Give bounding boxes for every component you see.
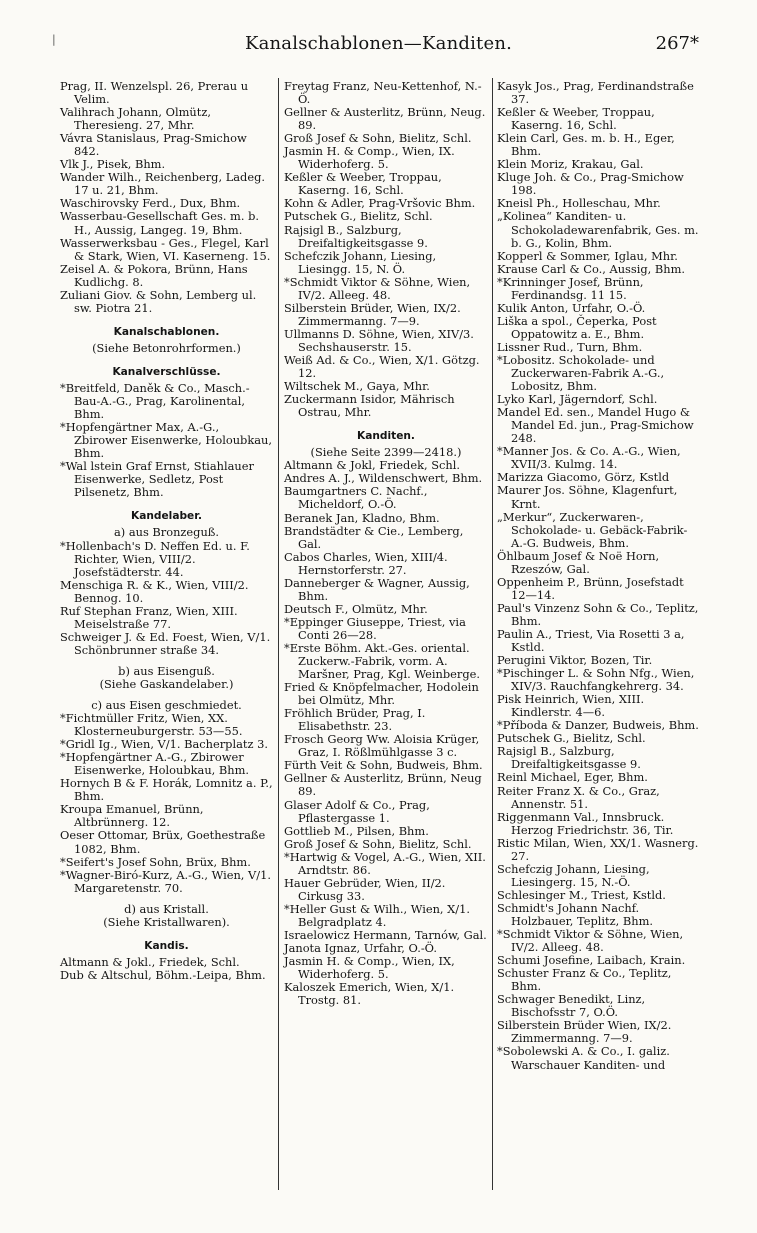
directory-entry: „Merkur“, Zuckerwaren-, Schokolade- u. Gebäck-Fabrik-A.-G. Budweis, Bhm. bbox=[497, 509, 688, 550]
directory-entry: Rajsigl B., Salzburg, Dreifaltigkeitsgasse 9. bbox=[284, 222, 428, 250]
corner-mark: | bbox=[52, 33, 56, 46]
directory-entry: Krause Carl & Co., Aussig, Bhm. bbox=[497, 261, 686, 276]
directory-entry: Wasserwerksbau - Ges., Flegel, Karl & Stark, Wien, VI. Kaserneng. 15. bbox=[60, 235, 271, 263]
directory-entry: Rajsigl B., Salzburg, Dreifaltigkeitsgasse 9. bbox=[497, 744, 641, 772]
section-note: (Siehe Kristallwaren). bbox=[103, 914, 230, 929]
directory-entry: Baumgartners C. Nachf., Micheldorf, O.-Ö. bbox=[284, 484, 428, 512]
directory-entry: Zuliani Giov. & Sohn, Lemberg ul. sw. Piotra 21. bbox=[60, 287, 257, 315]
directory-entry: Liška a spol., Čeperka, Post Oppatowitz a. E., Bhm. bbox=[497, 313, 657, 341]
directory-entry: Dub & Altschul, Böhm.-Leipa, Bhm. bbox=[60, 967, 266, 982]
directory-entry: Schuster Franz & Co., Teplitz, Bhm. bbox=[497, 966, 672, 994]
directory-entry: Silberstein Brüder, Wien, IX/2. Zimmermanng. 7—9. bbox=[284, 300, 461, 328]
directory-entry: Reinl Michael, Eger, Bhm. bbox=[497, 770, 648, 785]
directory-entry: Paul's Vinzenz Sohn & Co., Teplitz, Bhm. bbox=[497, 600, 699, 628]
directory-entry: Schwager Benedikt, Linz, Bischofsstr 7, O.Ö. bbox=[497, 992, 646, 1020]
directory-entry: Öhlbaum Josef & Noë Horn, Rzeszów, Gal. bbox=[497, 548, 660, 576]
directory-entry: *Sobolewski A. & Co., I. galiz. Warschauer Kanditen- und bbox=[497, 1044, 670, 1072]
directory-entry: Gellner & Austerlitz, Brünn, Neug. 89. bbox=[284, 105, 486, 133]
directory-entry: Waschirovsky Ferd., Dux, Bhm. bbox=[60, 196, 241, 211]
directory-entry: Silberstein Brüder Wien, IX/2. Zimmermanng. 7—9. bbox=[497, 1018, 672, 1046]
directory-entry: Kulik Anton, Urfahr, O.-Ö. bbox=[497, 300, 646, 315]
directory-entry: *Wal lstein Graf Ernst, Stiahlauer Eisenwerke, Sedletz, Post Pilsenetz, Bhm. bbox=[60, 459, 254, 500]
section-heading: Kandis. bbox=[144, 939, 189, 952]
page-number: 267* bbox=[655, 33, 699, 54]
directory-entry: Janota Ignaz, Urfahr, O.-Ö. bbox=[284, 941, 437, 956]
directory-entry: Kopperl & Sommer, Iglau, Mhr. bbox=[497, 248, 678, 263]
column-right bbox=[497, 80, 700, 1072]
directory-entry: Pisk Heinrich, Wien, XIII. Kindlerstr. 4—6. bbox=[497, 692, 645, 720]
directory-entry: Keßler & Weeber, Troppau, Kaserng. 16, Schl. bbox=[497, 105, 655, 133]
directory-entry: Keßler & Weeber, Troppau, Kaserng. 16, Schl. bbox=[284, 170, 442, 198]
directory-entry: Freytag Franz, Neu-Kettenhof, N.-Ö. bbox=[284, 79, 482, 107]
directory-entry: Groß Josef & Sohn, Bielitz, Schl. bbox=[284, 131, 472, 146]
directory-entry: Weiß Ad. & Co., Wien, X/1. Götzg. 12. bbox=[284, 352, 480, 381]
directory-entry: Lissner Rud., Turn, Bhm. bbox=[497, 339, 643, 354]
directory-entry: *Seifert's Josef Sohn, Brüx, Bhm. bbox=[60, 854, 251, 869]
directory-entry: Oppenheim P., Brünn, Josefstadt 12—14. bbox=[497, 574, 684, 602]
section-heading: Kanalschablonen. bbox=[113, 325, 220, 338]
section-note: b) aus Eisenguß. bbox=[118, 663, 215, 678]
directory-entry: Valihrach Johann, Olmütz, Theresieng. 27, Mhr. bbox=[60, 105, 211, 133]
directory-entry: Schlesinger M., Triest, Kstld. bbox=[497, 887, 666, 902]
directory-entry: Paulin A., Triest, Via Rosetti 3 a, Kstld. bbox=[497, 626, 685, 655]
directory-entry: *Wagner-Biró-Kurz, A.-G., Wien, V/1. Margaretenstr. 70. bbox=[60, 867, 271, 895]
directory-entry: Vávra Stanislaus, Prag-Smichow 842. bbox=[60, 131, 247, 159]
directory-entry: Vlk J., Pisek, Bhm. bbox=[60, 157, 166, 172]
directory-entry: *Schmidt Viktor & Söhne, Wien, IV/2. Alleeg. 48. bbox=[284, 274, 471, 302]
section-note: c) aus Eisen geschmiedet. bbox=[91, 698, 242, 713]
directory-entry: „Kolinea“ Kanditen- u. Schokoladewarenfabrik, Ges. m. b. G., Kolin, Bhm. bbox=[497, 209, 699, 250]
directory-entry: Kaloszek Emerich, Wien, X/1. Trostg. 81. bbox=[284, 980, 455, 1008]
directory-entry: Hauer Gebrüder, Wien, II/2. Cirkusg 33. bbox=[284, 875, 446, 903]
directory-entry: Kluge Joh. & Co., Prag-Smichow 198. bbox=[497, 170, 684, 198]
directory-entry: Lyko Karl, Jägerndorf, Schl. bbox=[497, 392, 658, 407]
directory-entry: Jasmin H. & Comp., Wien, IX. Widerhoferg. 5. bbox=[284, 144, 455, 172]
directory-entry: Klein Carl, Ges. m. b. H., Eger, Bhm. bbox=[497, 131, 675, 159]
directory-entry: Wander Wilh., Reichenberg, Ladeg. 17 u. 21, Bhm. bbox=[60, 170, 265, 198]
directory-entry: Reiter Franz X. & Co., Graz, Annenstr. 51. bbox=[497, 783, 660, 811]
directory-entry: *Hopfengärtner Max, A.-G., Zbirower Eisenwerke, Holoubkau, Bhm. bbox=[60, 420, 272, 461]
directory-entry: Brandstädter & Cie., Lemberg, Gal. bbox=[284, 523, 464, 551]
directory-entry: Mandel Ed. sen., Mandel Hugo & Mandel Ed. jun., Prag-Smichow 248. bbox=[497, 405, 694, 446]
directory-entry: Perugini Viktor, Bozen, Tir. bbox=[497, 653, 653, 668]
directory-entry: Maurer Jos. Söhne, Klagenfurt, Krnt. bbox=[497, 483, 678, 511]
directory-entry: Kasyk Jos., Prag, Ferdinandstraße 37. bbox=[497, 79, 694, 107]
directory-entry: Gottlieb M., Pilsen, Bhm. bbox=[284, 823, 429, 838]
page-title: Kanalschablonen—Kanditen. bbox=[244, 33, 513, 54]
directory-entry: *Krinninger Josef, Brünn, Ferdinandsg. 11 15. bbox=[497, 274, 644, 302]
directory-entry: Kneisl Ph., Holleschau, Mhr. bbox=[497, 196, 661, 211]
directory-entry: *Fichtmüller Fritz, Wien, XX. Klosterneuburgerstr. 53—55. bbox=[60, 711, 243, 739]
directory-entry: Altmann & Jokl, Friedek, Schl. bbox=[284, 458, 460, 473]
directory-entry: Wiltschek M., Gaya, Mhr. bbox=[284, 379, 430, 394]
column-middle bbox=[284, 80, 488, 1007]
directory-entry: Zuckermann Isidor, Mährisch Ostrau, Mhr. bbox=[284, 392, 455, 420]
directory-entry: Riggenmann Val., Innsbruck. Herzog Friedrichstr. 36, Tir. bbox=[497, 809, 674, 837]
directory-entry: Danneberger & Wagner, Aussig, Bhm. bbox=[284, 575, 470, 603]
directory-entry: Deutsch F., Olmütz, Mhr. bbox=[284, 601, 428, 616]
directory-entry: Prag, II. Wenzelspl. 26, Prerau u Velim. bbox=[60, 79, 249, 107]
section-note: a) aus Bronzeguß. bbox=[113, 525, 220, 540]
directory-entry: Ruf Stephan Franz, Wien, XIII. Meiselstraße 77. bbox=[60, 603, 238, 631]
directory-entry: Putschek G., Bielitz, Schl. bbox=[284, 209, 433, 224]
section-note: (Siehe Gaskandelaber.) bbox=[99, 676, 234, 691]
section-note: (Siehe Betonrohrformen.) bbox=[92, 340, 241, 355]
directory-entry: *Gridl Ig., Wien, V/1. Bacherplatz 3. bbox=[60, 737, 268, 752]
directory-entry: Ullmanns D. Söhne, Wien, XIV/3. Sechshauserstr. 15. bbox=[284, 326, 474, 354]
column-left bbox=[60, 80, 273, 982]
directory-entry: Zeisel A. & Pokora, Brünn, Hans Kudlichg. 8. bbox=[60, 261, 248, 289]
directory-entry: *Příboda & Danzer, Budweis, Bhm. bbox=[497, 718, 699, 733]
directory-entry: Jasmin H. & Comp., Wien, IX, Widerhoferg. 5. bbox=[284, 954, 455, 982]
directory-entry: Menschiga R. & K., Wien, VIII/2. Bennog. 10. bbox=[60, 577, 249, 605]
directory-entry: *Eppinger Giuseppe, Triest, via Conti 26—28. bbox=[284, 614, 466, 642]
directory-entry: Andres A. J., Wildenschwert, Bhm. bbox=[284, 471, 483, 486]
page-header bbox=[0, 33, 757, 57]
directory-entry: *Hopfengärtner A.-G., Zbirower Eisenwerke, Holoubkau, Bhm. bbox=[60, 750, 250, 778]
directory-entry: Fürth Veit & Sohn, Budweis, Bhm. bbox=[284, 758, 483, 773]
directory-entry: Marizza Giacomo, Görz, Kstld bbox=[497, 470, 670, 485]
directory-entry: Israelowicz Hermann, Tarnów, Gal. bbox=[284, 928, 487, 942]
directory-entry: Hornych B & F. Horák, Lomnitz a. P., Bhm. bbox=[60, 776, 273, 804]
directory-entry: *Erste Böhm. Akt.-Ges. oriental. Zuckerw.-Fabrik, vorm. A. Maršner, Prag, Kgl. Weinberge. bbox=[284, 640, 481, 682]
directory-entry: *Lobositz. Schokolade- und Zuckerwaren-Fabrik A.-G., Lobositz, Bhm. bbox=[497, 352, 665, 394]
directory-entry: Gellner & Austerlitz, Brünn, Neug 89. bbox=[284, 771, 482, 799]
directory-entry: Beranek Jan, Kladno, Bhm. bbox=[284, 510, 440, 525]
directory-entry: Glaser Adolf & Co., Prag, Pflastergasse 1. bbox=[284, 797, 430, 825]
directory-entry: Fröhlich Brüder, Prag, I. Elisabethstr. 23. bbox=[284, 706, 426, 734]
section-heading: Kandelaber. bbox=[131, 510, 202, 523]
directory-entry: Schweiger J. & Ed. Foest, Wien, V/1. Schönbrunner straße 34. bbox=[60, 629, 271, 657]
directory-entry: Putschek G., Bielitz, Schl. bbox=[497, 731, 646, 746]
directory-entry: *Pischinger L. & Sohn Nfg., Wien, XIV/3. Rauchfangkehrerg. 34. bbox=[497, 666, 695, 694]
directory-entry: *Manner Jos. & Co. A.-G., Wien, XVII/3. Kulmg. 14. bbox=[497, 444, 681, 472]
directory-entry: Wasserbau-Gesellschaft Ges. m. b. H., Aussig, Langeg. 19, Bhm. bbox=[60, 209, 260, 237]
directory-entry: Ristic Milan, Wien, XX/1. Wasnerg. 27. bbox=[497, 835, 699, 863]
directory-entry: Altmann & Jokl., Friedek, Schl. bbox=[60, 954, 240, 969]
directory-entry: Cabos Charles, Wien, XIII/4. Hernstorferstr. 27. bbox=[284, 549, 448, 577]
directory-entry: Frosch Georg Ww. Aloisia Krüger, Graz, I. Rößlmühlgasse 3 c. bbox=[284, 732, 480, 760]
directory-entry: Kohn & Adler, Prag-Vršovic Bhm. bbox=[284, 196, 476, 211]
section-heading: Kanditen. bbox=[357, 430, 415, 443]
directory-entry: Klein Moriz, Krakau, Gal. bbox=[497, 157, 644, 172]
section-note: (Siehe Seite 2399—2418.) bbox=[310, 445, 462, 460]
directory-entry: Schefczik Johann, Liesing, Liesingg. 15, N. Ö. bbox=[284, 248, 437, 276]
directory-entry: *Heller Gust & Wilh., Wien, X/1. Belgradplatz 4. bbox=[284, 901, 470, 929]
directory-entry: Groß Josef & Sohn, Bielitz, Schl. bbox=[284, 836, 472, 851]
directory-entry: *Schmidt Viktor & Söhne, Wien, IV/2. Alleeg. 48. bbox=[497, 927, 684, 955]
section-note: d) aus Kristall. bbox=[124, 901, 209, 916]
directory-entry: Schmidt's Johann Nachf. Holzbauer, Teplitz, Bhm. bbox=[497, 900, 654, 928]
column-divider bbox=[278, 78, 279, 1190]
directory-entry: Oeser Ottomar, Brüx, Goethestraße 1082, Bhm. bbox=[60, 828, 266, 856]
section-heading: Kanalverschlüsse. bbox=[112, 365, 221, 378]
directory-entry: *Breitfeld, Daněk & Co., Masch.-Bau-A.-G., Prag, Karolinental, Bhm. bbox=[60, 380, 250, 422]
directory-entry: *Hartwig & Vogel, A.-G., Wien, XII. Arndtstr. 86. bbox=[284, 849, 486, 877]
directory-entry: Schumi Josefine, Laibach, Krain. bbox=[497, 953, 686, 968]
directory-entry: *Hollenbach's D. Neffen Ed. u. F. Richter, Wien, VIII/2. Josefstädterstr. 44. bbox=[60, 538, 250, 579]
directory-entry: Schefczig Johann, Liesing, Liesingerg. 15, N.-Ö. bbox=[497, 861, 650, 889]
directory-entry: Fried & Knöpfelmacher, Hodolein bei Olmütz, Mhr. bbox=[284, 680, 479, 708]
directory-entry: Kroupa Emanuel, Brünn, Altbrünnerg. 12. bbox=[60, 802, 204, 830]
column-divider bbox=[492, 78, 493, 1190]
